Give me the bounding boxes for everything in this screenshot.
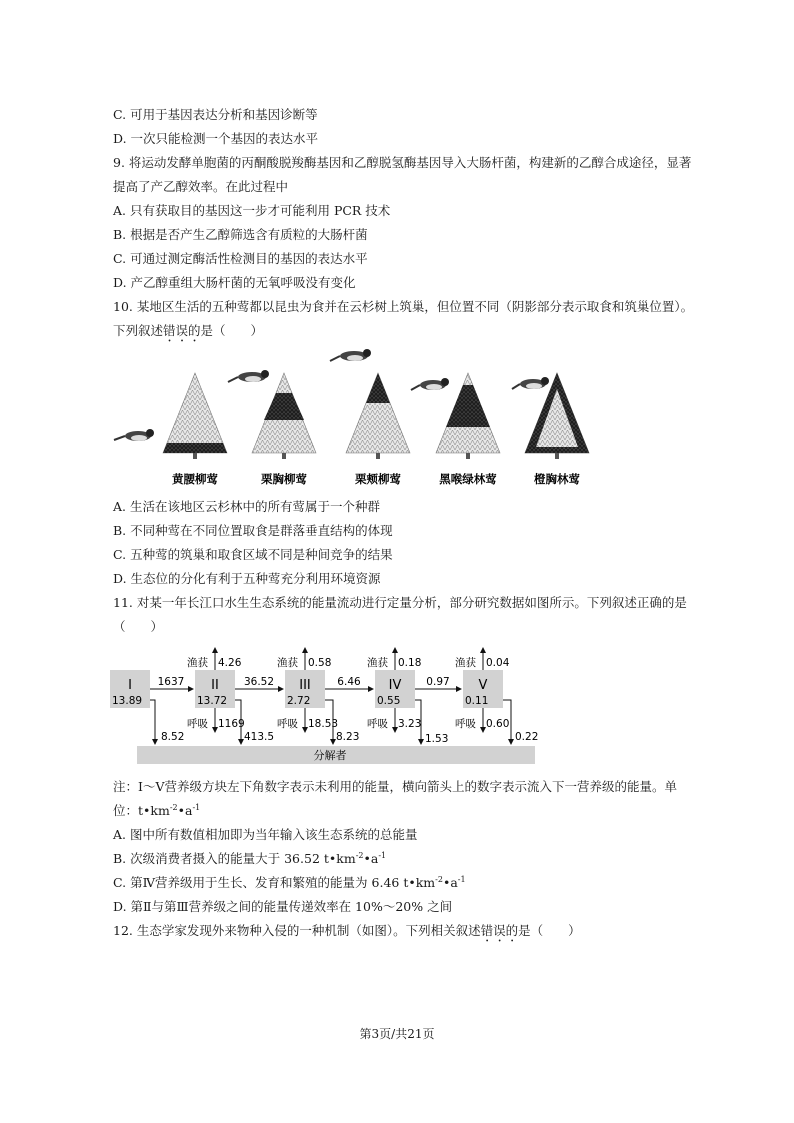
- fishing-value-4: 0.18: [398, 657, 422, 669]
- q12-stem: [113, 923, 581, 945]
- level-label-1: I: [128, 678, 132, 693]
- warbler-bird-2: [228, 370, 269, 382]
- tree-label-2: 栗胸柳莺: [261, 472, 307, 486]
- tree-label-4: 黑喉绿林莺: [439, 472, 497, 486]
- level-box-2: [195, 670, 235, 708]
- fishing-label-4: 渔获: [367, 657, 388, 669]
- decomp-5: 0.22: [515, 731, 539, 743]
- q9-option-d: D. 产乙醇重组大肠杆菌的无氧呼吸没有变化: [113, 275, 356, 290]
- q11-option-c-mid: •a: [442, 875, 458, 890]
- fishing-label-5: 渔获: [455, 657, 476, 669]
- q10-stem-post: 是（ ）: [200, 323, 264, 338]
- warbler-spruce-figure: [110, 345, 610, 493]
- q11-note-unit-sup2: -1: [192, 802, 201, 812]
- q10-option-d: D. 生态位的分化有利于五种莺充分利用环境资源: [113, 571, 381, 586]
- fishing-value-3: 0.58: [308, 657, 332, 669]
- q9-option-a: A. 只有获取目的基因这一步才可能利用 PCR 技术: [113, 203, 391, 218]
- fishing-label-3: 渔获: [277, 657, 298, 669]
- q11-note-unit-sup1: -2: [169, 802, 178, 812]
- transfer-1-2: 1637: [157, 676, 185, 688]
- q11-option-d: D. 第Ⅱ与第Ⅲ营养级之间的能量传递效率在 10%～20% 之间: [113, 899, 453, 914]
- q10-option-c: C. 五种莺的筑巢和取食区域不同是种间竞争的结果: [113, 547, 393, 562]
- unused-3: 2.72: [287, 695, 311, 707]
- q11-option-b-pre: B. 次级消费者摄入的能量大于 36.52 t•km: [113, 851, 356, 866]
- q9-option-c: C. 可通过测定酶活性检测目的基因的表达水平: [113, 251, 368, 266]
- q11-note-line1: 注：Ⅰ～Ⅴ营养级方块左下角数字表示未利用的能量，横向箭头上的数字表示流入下一营养级的能量。单: [113, 779, 677, 794]
- resp-value-4: 3.23: [398, 718, 422, 730]
- unused-4: 0.55: [377, 695, 401, 707]
- q10-stem-line2: [113, 323, 263, 345]
- transfer-3-4: 6.46: [337, 676, 361, 688]
- unused-2: 13.72: [197, 695, 228, 707]
- decomp-4: 1.53: [425, 733, 449, 745]
- q11-option-c-sup2: -1: [457, 874, 466, 884]
- resp-value-3: 18.53: [308, 718, 339, 730]
- transfer-2-3: 36.52: [243, 676, 275, 688]
- level-box-4: [375, 670, 415, 708]
- q11-option-b-sup1: -2: [355, 850, 364, 860]
- q10-option-b: B. 不同种莺在不同位置取食是群落垂直结构的体现: [113, 523, 393, 538]
- unused-5: 0.11: [465, 695, 489, 707]
- warbler-bird-1: [114, 429, 154, 441]
- q11-note-unit-pre: 位：t•km: [113, 803, 170, 818]
- tree-label-3: 栗颊柳莺: [355, 472, 401, 486]
- level-box-1: [110, 670, 150, 708]
- decomposer-label: 分解者: [313, 749, 347, 762]
- decomp-3: 8.23: [336, 731, 360, 743]
- q9-stem-line1: 9. 将运动发酵单胞菌的丙酮酸脱羧酶基因和乙醇脱氢酶基因导入大肠杆菌，构建新的乙醇合成途径，显著: [113, 155, 692, 170]
- q11-note-unit-mid: •a: [177, 803, 193, 818]
- q11-option-b: [113, 851, 386, 867]
- q10-stem-pre: 下列叙述: [113, 323, 164, 338]
- resp-label-5: 呼吸: [455, 718, 476, 730]
- q9-stem-line2: 提高了产乙醇效率。在此过程中: [113, 179, 289, 194]
- resp-label-3: 呼吸: [277, 718, 298, 730]
- energy-flow-diagram: [105, 642, 545, 770]
- level-label-5: V: [478, 678, 488, 693]
- tree-2: [252, 373, 316, 459]
- resp-label-4: 呼吸: [367, 718, 388, 730]
- q10-emphasis-wrong: 错误的: [163, 323, 201, 338]
- level-label-2: II: [211, 678, 219, 693]
- warbler-bird-4: [411, 378, 449, 390]
- q11-note-line2: [113, 803, 200, 819]
- q10-stem-line1: 10. 某地区生活的五种莺都以昆虫为食并在云杉树上筑巢，但位置不同（阴影部分表示取食和筑巢位置）。: [113, 299, 694, 314]
- warbler-bird-5: [512, 377, 549, 389]
- fishing-value-2: 4.26: [218, 657, 242, 669]
- q8-option-c: C. 可用于基因表达分析和基因诊断等: [113, 107, 318, 122]
- level-label-3: III: [299, 678, 311, 693]
- level-label-4: IV: [388, 678, 402, 693]
- q10-option-a: A. 生活在该地区云杉林中的所有莺属于一个种群: [113, 499, 380, 514]
- q12-emphasis-wrong: 错误的: [480, 923, 519, 938]
- tree-3: [346, 373, 410, 459]
- level-box-5: [463, 670, 503, 708]
- warbler-bird-3: [330, 349, 371, 361]
- q11-option-c-sup1: -2: [435, 874, 443, 884]
- q11-option-a: A. 图中所有数值相加即为当年输入该生态系统的总能量: [113, 827, 418, 842]
- q11-option-b-sup2: -1: [378, 850, 387, 860]
- q11-stem-line2: （ ）: [113, 619, 164, 634]
- q12-stem-pre: 12. 生态学家发现外来物种入侵的一种机制（如图）。下列相关叙述: [113, 923, 481, 938]
- tree-label-5: 橙胸林莺: [534, 472, 580, 486]
- tree-label-1: 黄腰柳莺: [172, 472, 218, 486]
- page-footer: 第3页/共21页: [359, 1027, 435, 1041]
- q9-option-b: B. 根据是否产生乙醇筛选含有质粒的大肠杆菌: [113, 227, 368, 242]
- resp-label-2: 呼吸: [187, 718, 208, 730]
- q11-stem-line1: 11. 对某一年长江口水生生态系统的能量流动进行定量分析，部分研究数据如图所示。下列叙述正确的是: [113, 595, 687, 610]
- q8-option-d: D. 一次只能检测一个基因的表达水平: [113, 131, 319, 146]
- q11-option-c-pre: C. 第Ⅳ营养级用于生长、发育和繁殖的能量为 6.46 t•km: [113, 875, 436, 890]
- fishing-value-5: 0.04: [486, 657, 510, 669]
- unused-1: 13.89: [112, 695, 143, 707]
- q11-option-b-mid: •a: [363, 851, 379, 866]
- transfer-4-5: 0.97: [426, 676, 450, 688]
- q12-stem-post: 是（ ）: [518, 923, 581, 938]
- resp-value-2: 1169: [218, 718, 245, 730]
- level-box-3: [285, 670, 325, 708]
- fishing-label-2: 渔获: [187, 657, 208, 669]
- q11-option-c: [113, 875, 466, 891]
- decomp-2: 413.5: [244, 731, 275, 743]
- tree-1: [163, 373, 227, 459]
- resp-value-5: 0.60: [486, 718, 510, 730]
- decomp-1: 8.52: [161, 731, 185, 743]
